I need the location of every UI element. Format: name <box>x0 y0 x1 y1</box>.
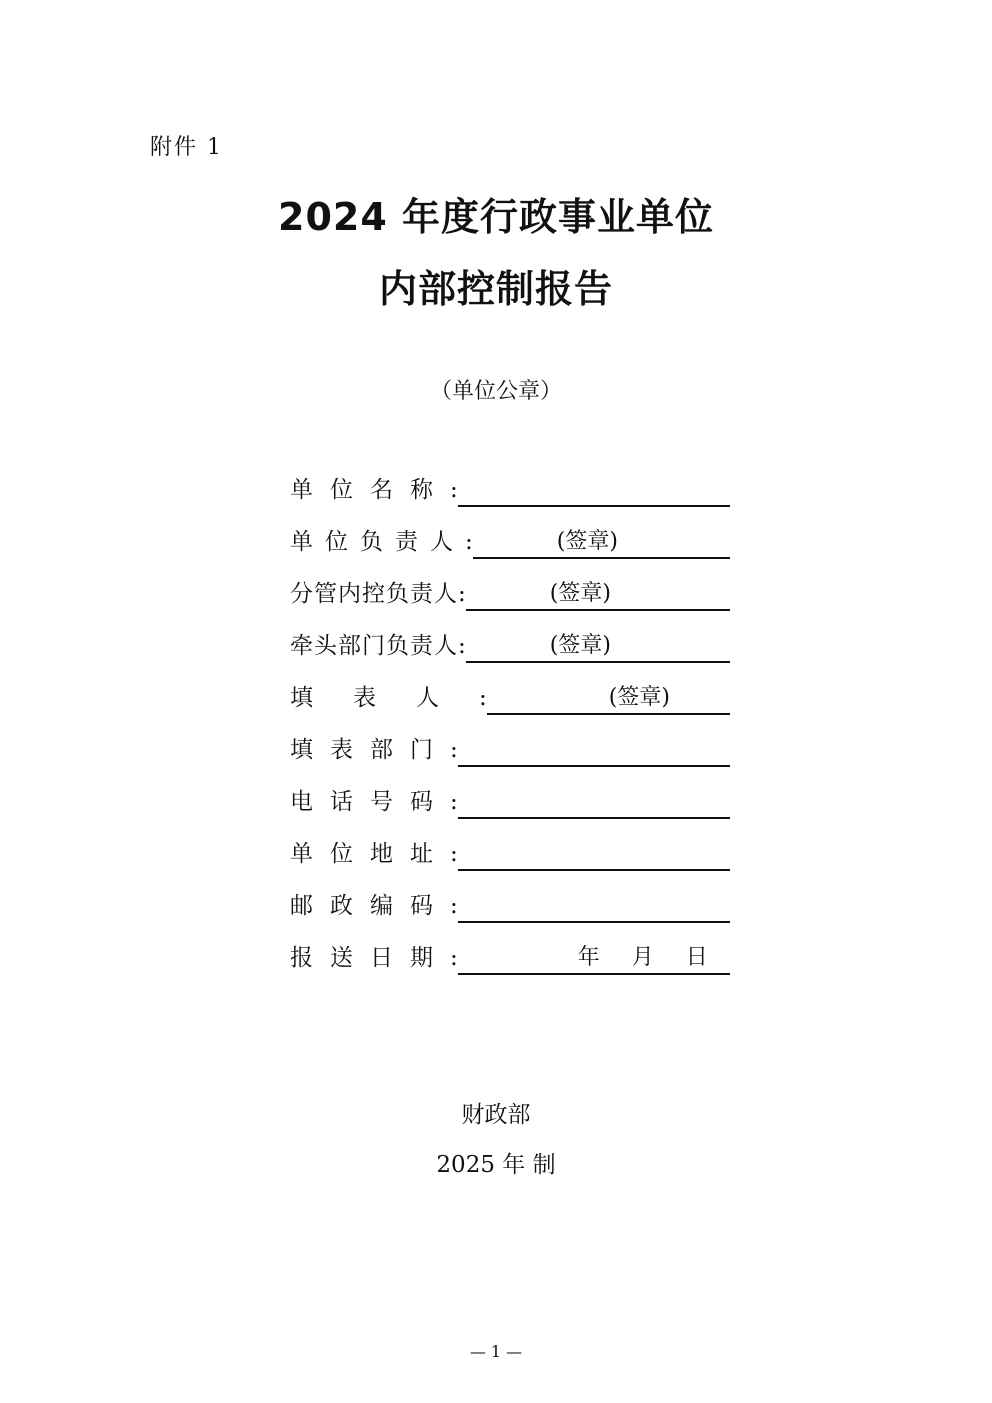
lead-dept-head-label: 牵头部门负责人: <box>290 633 466 659</box>
internal-control-head-label: 分管内控负责人: <box>290 581 466 607</box>
preparer-label: 填表人: <box>290 685 487 711</box>
unit-head-signature-note: (签章) <box>556 529 618 554</box>
attachment-label: 附件 1 <box>150 135 223 160</box>
unit-head-field[interactable] <box>473 527 730 559</box>
postal-code-field[interactable] <box>458 891 730 923</box>
issuing-organization: 财政部 <box>461 1102 531 1128</box>
internal-control-head-signature-note: (签章) <box>549 581 611 606</box>
form-row-unit-name <box>290 455 730 507</box>
phone-field[interactable] <box>458 787 730 819</box>
address-field[interactable] <box>458 839 730 871</box>
submit-date-year: 年 <box>577 945 600 970</box>
submit-date-day: 日 <box>685 945 708 970</box>
form-row-postal-code <box>290 871 730 923</box>
form-row-unit-head <box>290 507 730 559</box>
preparer-field[interactable] <box>487 683 730 715</box>
lead-dept-head-signature-note: (签章) <box>549 633 611 658</box>
form-row-address <box>290 819 730 871</box>
issue-year: 2025 年 制 <box>436 1152 556 1178</box>
report-title-line1: 2024 年度行政事业单位 <box>278 195 714 239</box>
form-row-phone <box>290 767 730 819</box>
unit-seal-note: （单位公章） <box>429 379 562 404</box>
unit-name-field[interactable] <box>458 475 730 507</box>
form-row-submit-date <box>290 923 730 975</box>
unit-head-label: 单位负责人: <box>290 529 473 555</box>
submit-date-label: 报送日期: <box>290 945 458 971</box>
preparer-signature-note: (签章) <box>608 685 670 710</box>
page-number: — 1 — <box>469 1342 523 1361</box>
form-row-preparer <box>290 663 730 715</box>
form-row-lead-dept-head <box>290 611 730 663</box>
lead-dept-head-field[interactable] <box>466 631 730 663</box>
form-row-internal-control-head <box>290 559 730 611</box>
form-row-preparer-dept <box>290 715 730 767</box>
phone-label: 电话号码: <box>290 789 458 815</box>
postal-code-label: 邮政编码: <box>290 893 458 919</box>
preparer-dept-label: 填表部门: <box>290 737 458 763</box>
internal-control-head-field[interactable] <box>466 579 730 611</box>
report-title-line2: 内部控制报告 <box>378 267 613 311</box>
preparer-dept-field[interactable] <box>458 735 730 767</box>
submit-date-month: 月 <box>631 945 654 970</box>
unit-name-label: 单位名称: <box>290 477 458 503</box>
submit-date-field[interactable] <box>458 943 730 975</box>
address-label: 单位地址: <box>290 841 458 867</box>
report-info-form <box>290 455 730 975</box>
